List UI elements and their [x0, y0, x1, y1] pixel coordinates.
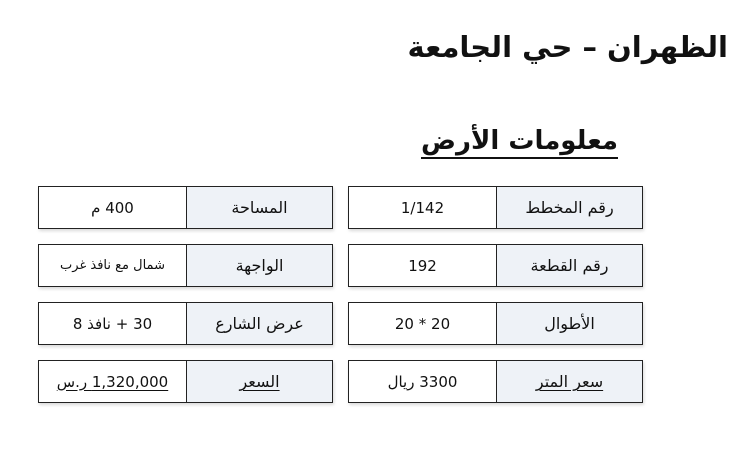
price-per-meter-value: 3300 ريال: [387, 372, 458, 391]
info-row-plan-number: [348, 186, 643, 229]
plot-number-value: 192: [408, 256, 437, 275]
plot-number-label: رقم القطعة: [496, 245, 642, 286]
frontage-label: الواجهة: [186, 245, 332, 286]
info-row-frontage: [38, 244, 333, 287]
total-price-value: 1,320,000 ر.س: [56, 372, 169, 391]
frontage-value: شمال مع نافذ غرب: [60, 258, 165, 273]
info-row-price-per-meter: [348, 360, 643, 403]
info-row-plot-number: [348, 244, 643, 287]
info-row-area: [38, 186, 333, 229]
land-info-right-panel: [348, 186, 643, 418]
price-per-meter-label: سعر المتر: [496, 361, 642, 402]
area-value: 400 م: [91, 198, 134, 217]
street-width-value: 30 + نافذ 8: [72, 314, 153, 333]
section-heading-land-info: معلومات الأرض: [421, 126, 618, 159]
page-title: الظهران – حي الجامعة: [407, 30, 728, 64]
plan-number-value: 1/142: [400, 198, 445, 217]
info-row-street-width: [38, 302, 333, 345]
info-row-dimensions: [348, 302, 643, 345]
dimensions-value: 20 * 20: [394, 314, 451, 333]
street-width-label: عرض الشارع: [186, 303, 332, 344]
area-label: المساحة: [186, 187, 332, 228]
info-row-total-price: [38, 360, 333, 403]
plan-number-label: رقم المخطط: [496, 187, 642, 228]
dimensions-label: الأطوال: [496, 303, 642, 344]
land-info-left-panel: [38, 186, 333, 418]
total-price-label: السعر: [186, 361, 332, 402]
